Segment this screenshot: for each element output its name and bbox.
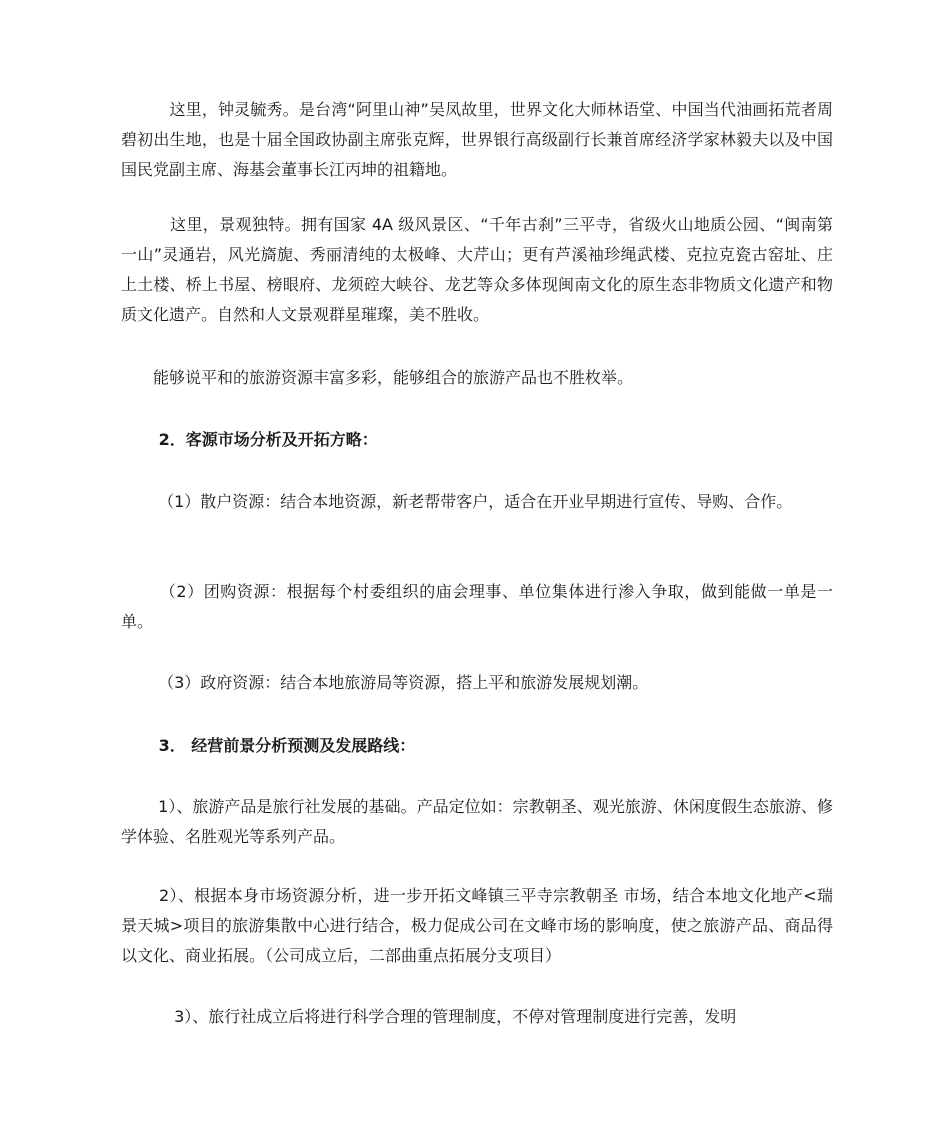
paragraph-landscape: 这里，景观独特。拥有国家 4A 级风景区、“千年古刹”三平寺，省级火山地质公园、“闽南第一山”灵通岩，风光旖旎、秀丽清纯的太极峰、大芹山；更有芦溪袖珍绳武楼、克拉克瓷古窑址、庄上土楼、桥上书屋、榜眼府、龙须硿大峡谷、龙艺等众多体现闽南文化的原生态非物质文化遗产和物质文化遗产。自然和人文景观群星璀璨，美不胜收。 bbox=[121, 215, 833, 324]
paragraph-government-resource: （3）政府资源：结合本地旅游局等资源，搭上平和旅游发展规划潮。 bbox=[121, 673, 649, 692]
paragraph-retail-resource: （1）散户资源：结合本地资源，新老帮带客户，适合在开业早期进行宣传、导购、合作。 bbox=[121, 492, 793, 511]
heading-outlook: 3． 经营前景分析预测及发展路线： bbox=[121, 736, 416, 755]
paragraph-management: 3）、旅行社成立后将进行科学合理的管理制度，不停对管理制度进行完善，发明 bbox=[121, 1007, 737, 1026]
paragraph-summary: 能够说平和的旅游资源丰富多彩，能够组合的旅游产品也不胜枚举。 bbox=[121, 368, 634, 387]
heading-market-analysis: 2．客源市场分析及开拓方略： bbox=[121, 430, 378, 449]
paragraph-product-positioning: 1）、旅游产品是旅行社发展的基础。产品定位如：宗教朝圣、观光旅游、休闲度假生态旅游、修学体验、名胜观光等系列产品。 bbox=[121, 797, 833, 846]
paragraph-heritage: 这里，钟灵毓秀。是台湾“阿里山神”吴凤故里，世界文化大师林语堂、中国当代油画拓荒者周碧初出生地，也是十届全国政协副主席张克辉，世界银行高级副行长兼首席经济学家林毅夫以及中国国民党副主席、海基会董事长江丙坤的祖籍地。 bbox=[121, 100, 833, 179]
paragraph-market-expansion: 2）、根据本身市场资源分析，进一步开拓文峰镇三平寺宗教朝圣 市场，结合本地文化地产<瑞景天城>项目的旅游集散中心进行结合，极力促成公司在文峰市场的影响度，使之旅游产品、商品得以文化、商业拓展。（公司成立后，二部曲重点拓展分支项目） bbox=[121, 886, 833, 965]
paragraph-group-resource: （2）团购资源：根据每个村委组织的庙会理事、单位集体进行渗入争取，做到能做一单是一单。 bbox=[121, 582, 833, 631]
